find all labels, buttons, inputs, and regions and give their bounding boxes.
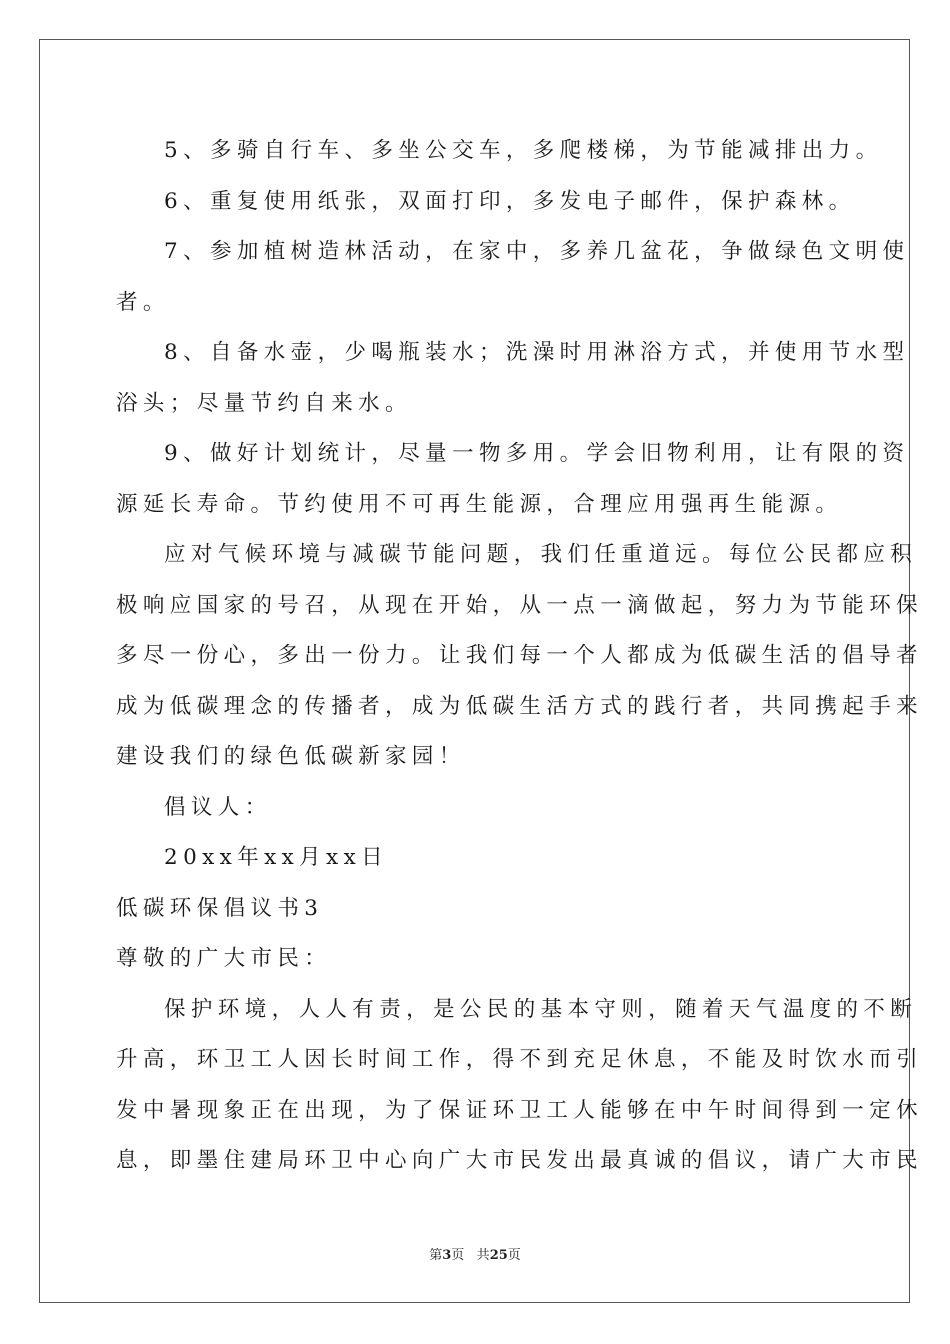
paragraph-line: 多尽一份心，多出一份力。让我们每一个人都成为低碳生活的倡导者 xyxy=(116,643,924,668)
section-title: 低碳环保倡议书3 xyxy=(116,895,324,921)
page-total: 25 xyxy=(489,1248,508,1263)
paragraph-line: 升高，环卫工人因长时间工作，得不到充足休息，不能及时饮水而引 xyxy=(116,1047,924,1072)
date-line: 20xx年xx月xx日 xyxy=(164,845,389,870)
paragraph-line: 6、重复使用纸张，双面打印，多发电子邮件，保护森林。 xyxy=(164,188,856,214)
document-body xyxy=(116,126,924,1187)
total-suffix: 页 xyxy=(507,1248,521,1263)
paragraph-line: 息，即墨住建局环卫中心向广大市民发出最真诚的倡议，请广大市民 xyxy=(116,1148,924,1173)
signature-label: 倡议人： xyxy=(164,794,272,820)
page-footer xyxy=(0,1244,950,1263)
page-prefix: 第 xyxy=(429,1248,443,1263)
paragraph-line: 5、多骑自行车、多坐公交车，多爬楼梯，为节能减排出力。 xyxy=(164,138,883,163)
paragraph-line: 应对气候环境与减碳节能问题，我们任重道远。每位公民都应积 xyxy=(164,542,918,567)
paragraph-line: 8、自备水壶，少喝瓶装水；洗澡时用淋浴方式，并使用节水型 xyxy=(164,340,910,365)
paragraph-line: 9、做好计划统计，尽量一物多用。学会旧物利用，让有限的资 xyxy=(164,441,910,466)
total-prefix: 共 xyxy=(476,1248,490,1263)
paragraph-line: 成为低碳理念的传播者，成为低碳生活方式的践行者，共同携起手来 xyxy=(116,693,924,719)
page-suffix: 页 xyxy=(451,1248,465,1263)
paragraph-line: 7、参加植树造林活动，在家中，多养几盆花，争做绿色文明使 xyxy=(164,239,910,264)
paragraph-line: 浴头；尽量节约自来水。 xyxy=(116,390,412,416)
page-current: 3 xyxy=(442,1248,452,1263)
paragraph-line: 建设我们的绿色低碳新家园！ xyxy=(116,744,466,769)
paragraph-line: 保护环境，人人有责，是公民的基本守则，随着天气温度的不断 xyxy=(164,996,918,1022)
paragraph-line: 极响应国家的号召，从现在开始，从一点一滴做起，努力为节能环保 xyxy=(116,592,924,618)
paragraph-line: 者。 xyxy=(116,289,170,315)
paragraph-line: 源延长寿命。节约使用不可再生能源，合理应用强再生能源。 xyxy=(116,491,843,517)
paragraph-line: 发中暑现象正在出现，为了保证环卫工人能够在中午时间得到一定休 xyxy=(116,1097,924,1123)
salutation: 尊敬的广大市民： xyxy=(116,946,332,971)
